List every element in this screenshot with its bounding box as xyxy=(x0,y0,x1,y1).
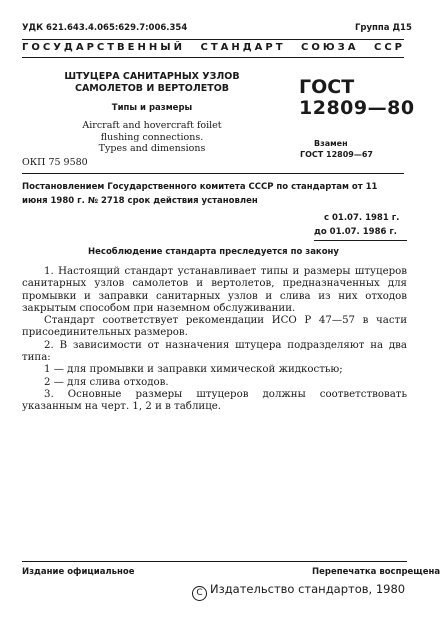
paragraph-4: 3. Основные размеры штуцеров должны соответствовать указанным на черт. 1, 2 и в таблице. xyxy=(22,388,407,413)
publisher-line xyxy=(192,582,405,601)
paragraph-type-1: 1 — для промывки и заправки химической жидкостью; xyxy=(44,364,343,376)
header-bottom-rule xyxy=(22,57,404,58)
replaced-standard: ГОСТ 12809—67 xyxy=(300,150,373,159)
effective-to-underline xyxy=(314,240,407,241)
paragraph-2: Стандарт соответствует рекомендации ИСО Р 47—57 в части присоединительных размеров. xyxy=(22,315,407,339)
standard-title xyxy=(62,71,242,95)
body-text xyxy=(22,266,407,414)
legal-warning: Несоблюдение стандарта преследуется по закону xyxy=(88,247,339,257)
header-top-rule xyxy=(22,39,404,40)
footer-rule xyxy=(22,561,407,562)
standard-subtitle: Типы и размеры xyxy=(111,103,193,113)
standard-title-line1: ШТУЦЕРА САНИТАРНЫХ УЗЛОВ xyxy=(64,71,240,82)
decree-top-rule xyxy=(22,173,404,174)
reprint-prohibited: Перепечатка воспрещена xyxy=(312,567,440,577)
gost-label: ГОСТ xyxy=(299,76,355,98)
copyright-icon: С xyxy=(192,586,207,601)
english-title-line1: Aircraft and hovercraft foilet xyxy=(82,120,222,131)
paragraph-type-2: 2 — для слива отходов. xyxy=(44,376,169,388)
english-title-line3: Types and dimensions xyxy=(98,143,206,154)
effective-from: с 01.07. 1981 г. xyxy=(324,213,400,223)
paragraph-3: 2. В зависимости от назначения штуцера подразделяют на два типа: xyxy=(22,339,407,364)
official-edition: Издание официальное xyxy=(22,567,135,577)
state-standard-heading: ГОСУДАРСТВЕННЫЙ СТАНДАРТ СОЮЗА ССР xyxy=(22,42,405,53)
replaced-label: Взамен xyxy=(314,139,348,148)
standard-title-line2: САМОЛЕТОВ И ВЕРТОЛЕТОВ xyxy=(74,83,230,94)
decree-text: Постановлением Государственного комитета СССР по стандартам от 11 июня 1980 г. № 2718 срок действия установлен xyxy=(22,182,378,206)
publisher-name: Издательство стандартов, 1980 xyxy=(210,582,406,596)
effective-to: до 01.07. 1986 г. xyxy=(314,227,398,237)
english-title xyxy=(62,120,242,155)
okp-code: ОКП 75 9580 xyxy=(22,157,88,168)
gost-number: 12809—80 xyxy=(299,97,415,119)
group-code: Группа Д15 xyxy=(355,23,412,33)
paragraph-1: 1. Настоящий стандарт устанавливает типы и размеры штуцеров санитарных узлов самолетов и вертолетов, предназначенных для промывки и заправки санитарных узлов и слива из них отходов закрытым способом при наземном обслуживании. xyxy=(22,266,407,314)
udk-code: УДК 621.643.4.065:629.7:006.354 xyxy=(22,23,188,33)
english-title-line2: flushing connections. xyxy=(100,131,204,143)
